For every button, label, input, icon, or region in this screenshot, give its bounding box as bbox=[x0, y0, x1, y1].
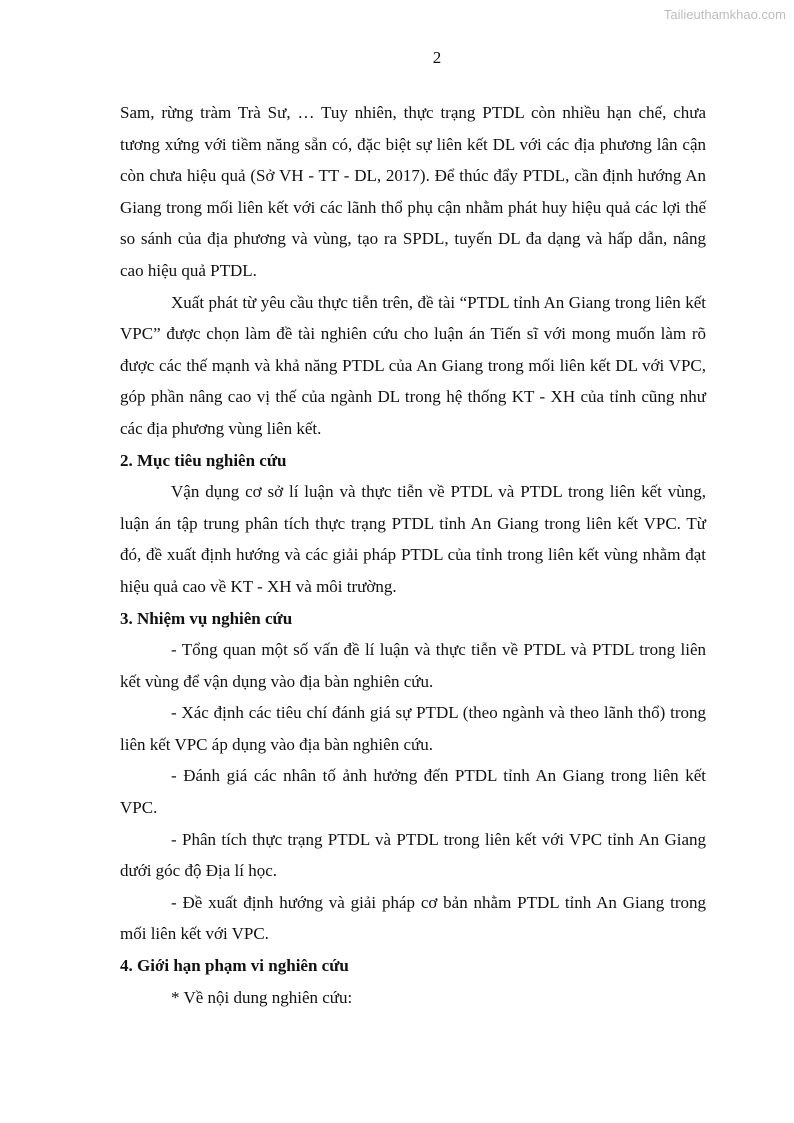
subheading: * Về nội dung nghiên cứu: bbox=[171, 987, 353, 1007]
section-heading: 4. Giới hạn phạm vi nghiên cứu bbox=[120, 956, 349, 976]
section-heading: 2. Mục tiêu nghiên cứu bbox=[120, 450, 287, 470]
list-item: - Xác định các tiêu chí đánh giá sự PTDL (theo ngành và theo lãnh thổ) trong liên kết VPC áp dụng vào địa bàn nghiên cứu. bbox=[120, 703, 706, 754]
watermark: Tailieuthamkhao.com bbox=[663, 7, 786, 22]
section-heading: 3. Nhiệm vụ nghiên cứu bbox=[120, 608, 293, 628]
paragraph: Sam, rừng tràm Trà Sư, … Tuy nhiên, thực trạng PTDL còn nhiều hạn chế, chưa tương xứng với tiềm năng sẵn có, đặc biệt sự liên kết DL với các địa phương lân cận còn chưa hiệu quả (Sở VH - TT - DL, 2017). Để thúc đẩy PTDL, cần định hướng An Giang trong mối liên kết với các lãnh thổ phụ cận nhằm phát huy hiệu quả các lợi thế so sánh của địa phương và vùng, tạo ra SPDL, tuyến DL đa dạng và hấp dẫn, nâng cao hiệu quả PTDL. bbox=[120, 103, 706, 280]
paragraph: Vận dụng cơ sở lí luận và thực tiễn về PTDL và PTDL trong liên kết vùng, luận án tập trung phân tích thực trạng PTDL tỉnh An Giang trong liên kết VPC. Từ đó, đề xuất định hướng và các giải pháp PTDL của tỉnh trong liên kết vùng nhằm đạt hiệu quả cao về KT - XH và môi trường. bbox=[120, 482, 706, 596]
page-number: 2 bbox=[432, 48, 442, 67]
paragraph: Xuất phát từ yêu cầu thực tiễn trên, đề tài “PTDL tỉnh An Giang trong liên kết VPC” được chọn làm đề tài nghiên cứu cho luận án Tiến sĩ với mong muốn làm rõ được các thế mạnh và khả năng PTDL của An Giang trong mối liên kết DL với VPC, góp phần nâng cao vị thế của ngành DL trong hệ thống KT - XH của tỉnh cũng như các địa phương vùng liên kết. bbox=[120, 292, 706, 438]
document-body bbox=[120, 97, 706, 1013]
list-item: - Đánh giá các nhân tố ảnh hưởng đến PTDL tỉnh An Giang trong liên kết VPC. bbox=[120, 766, 706, 818]
list-item: - Đề xuất định hướng và giải pháp cơ bản nhằm PTDL tỉnh An Giang trong mối liên kết với VPC. bbox=[120, 892, 706, 944]
list-item: - Tổng quan một số vấn đề lí luận và thực tiễn về PTDL và PTDL trong liên kết vùng để vận dụng vào địa bàn nghiên cứu. bbox=[120, 640, 706, 691]
list-item: - Phân tích thực trạng PTDL và PTDL trong liên kết với VPC tỉnh An Giang dưới góc độ Địa lí học. bbox=[120, 829, 706, 881]
